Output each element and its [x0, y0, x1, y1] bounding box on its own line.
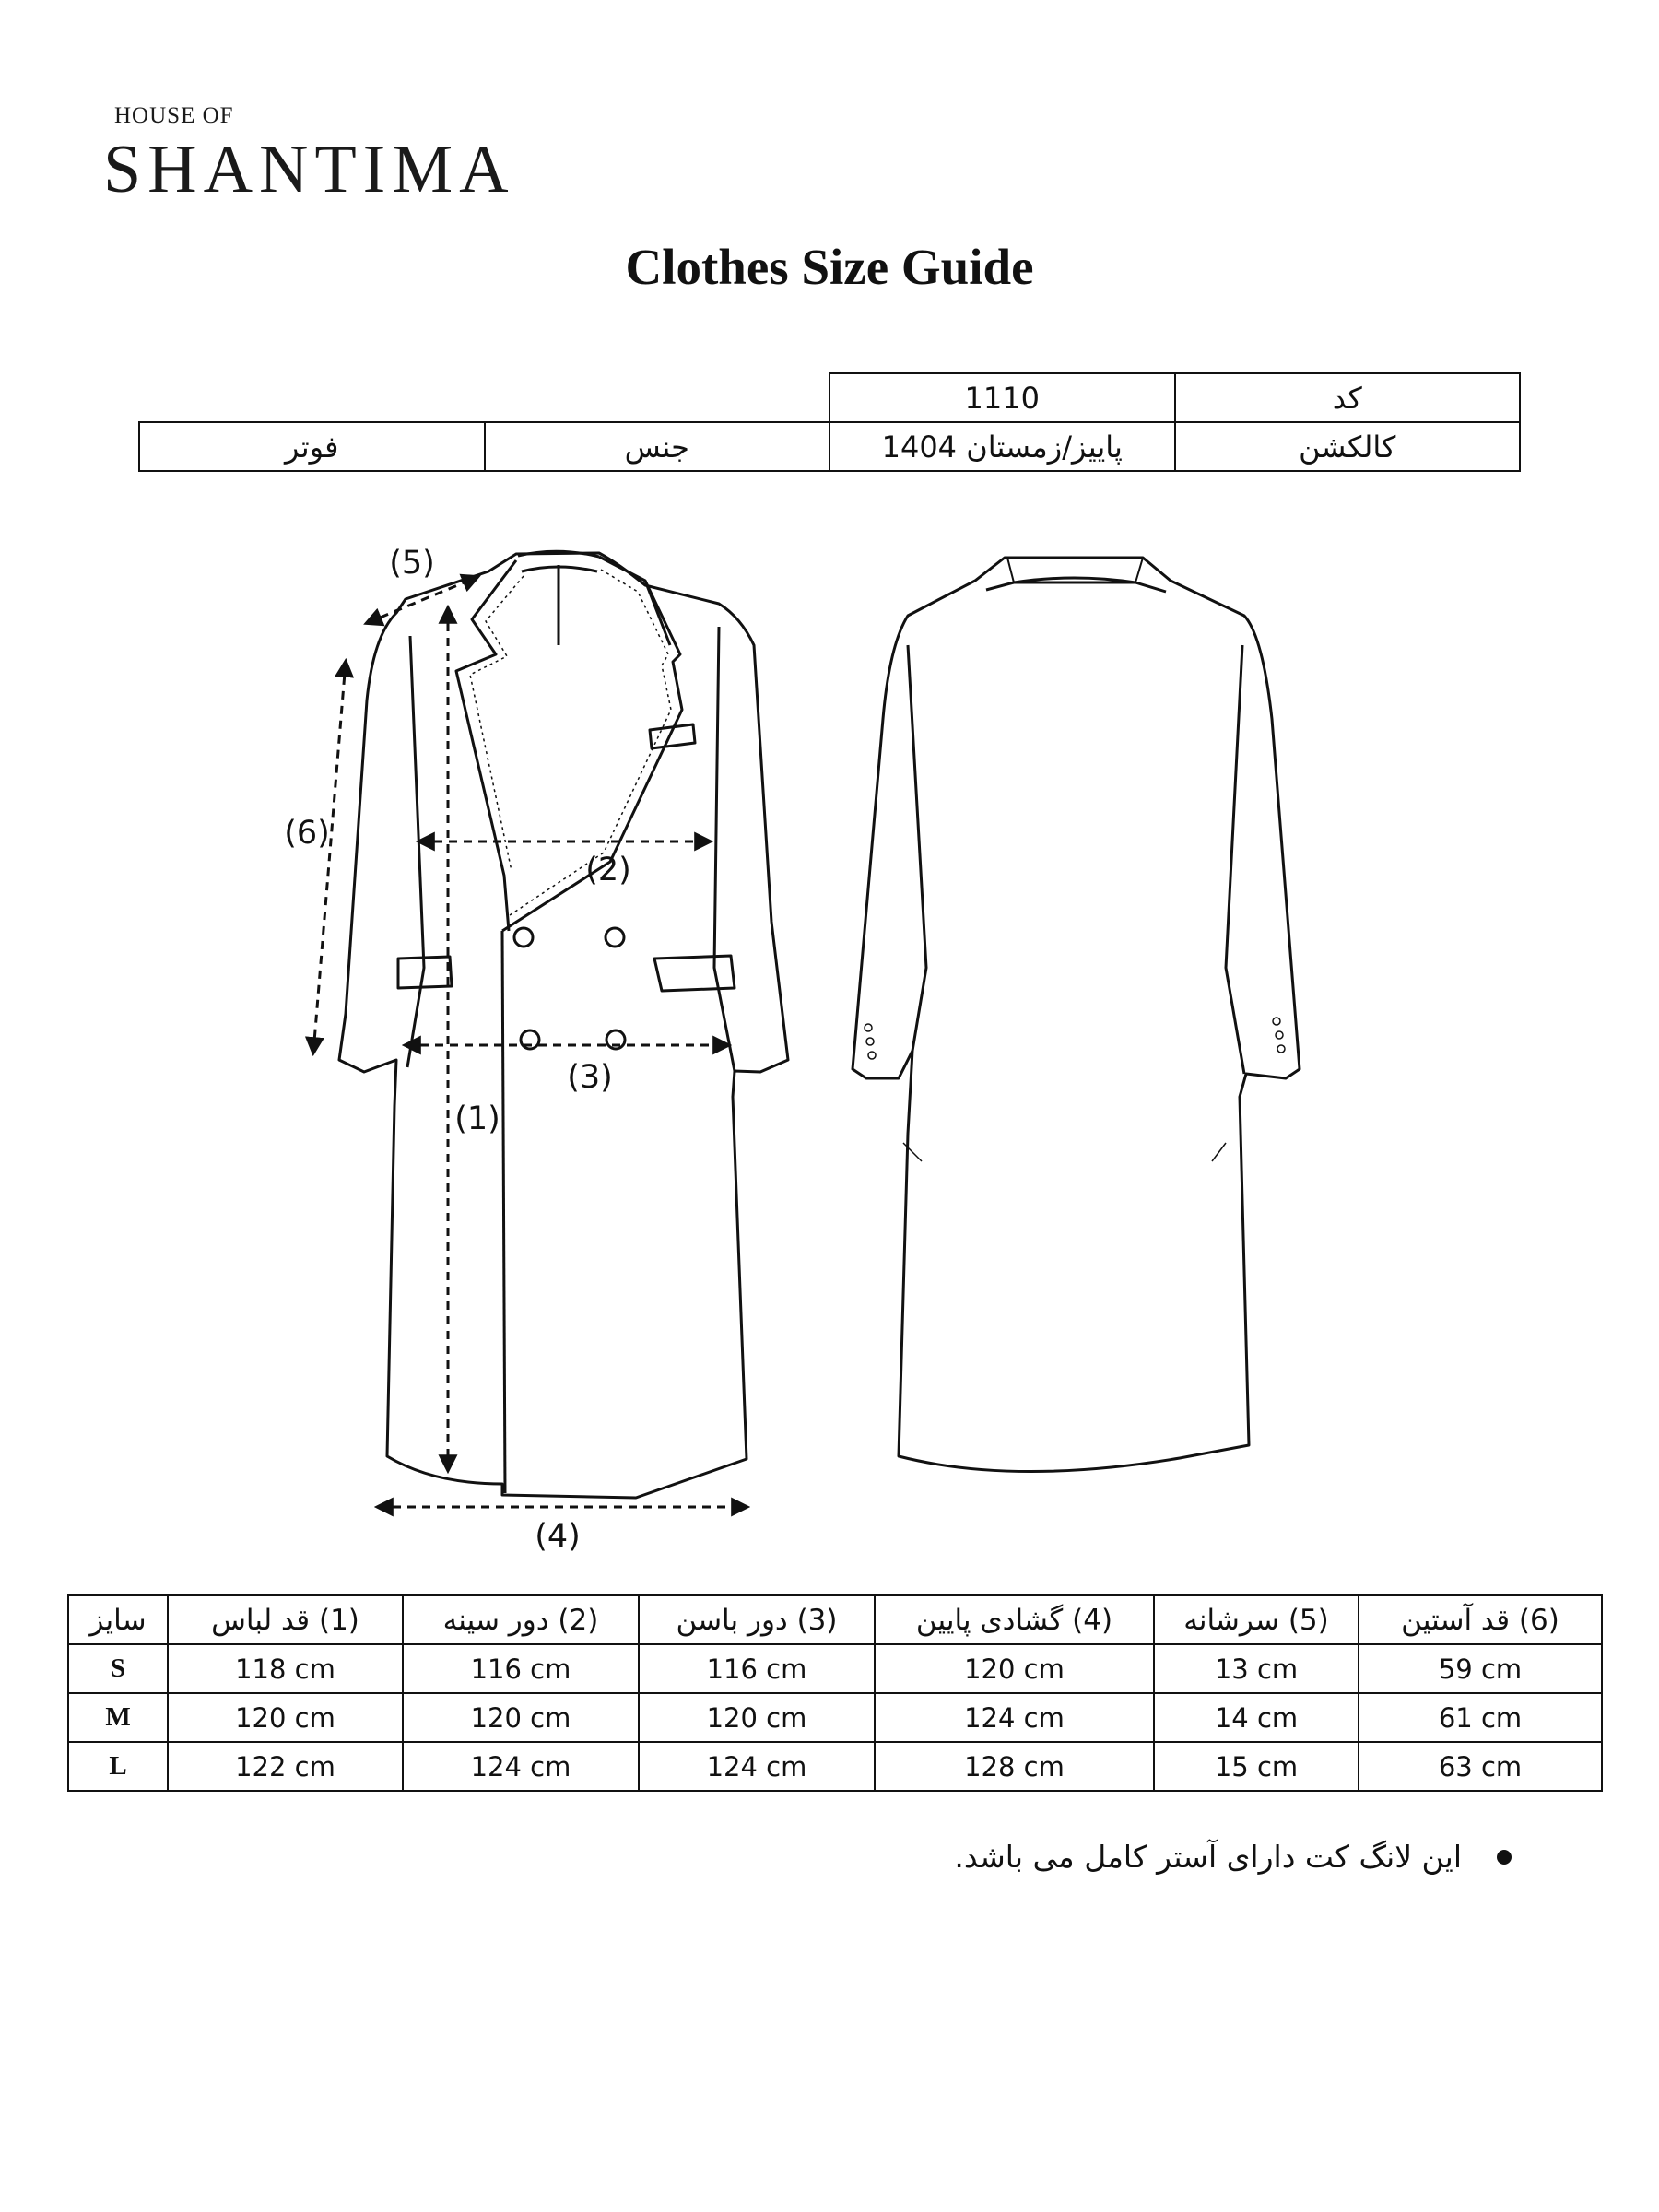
header-sleeve: (6) قد آستین: [1359, 1595, 1602, 1644]
size-cell: M: [68, 1693, 168, 1742]
hip-cell: 120 cm: [639, 1693, 875, 1742]
hip-cell: 124 cm: [639, 1742, 875, 1791]
chest-cell: 120 cm: [403, 1693, 639, 1742]
empty-cell: [485, 373, 830, 422]
header-hem: (4) گشادی پایین: [875, 1595, 1154, 1644]
header-length: (1) قد لباس: [168, 1595, 403, 1644]
table-row: [68, 1644, 1602, 1693]
shoulder-cell: 15 cm: [1154, 1742, 1359, 1791]
header-chest: (2) دور سینه: [403, 1595, 639, 1644]
code-label: کد: [1175, 373, 1521, 422]
length-cell: 122 cm: [168, 1742, 403, 1791]
empty-cell: [139, 373, 485, 422]
coat-front-view: [339, 551, 788, 1498]
length-cell: 118 cm: [168, 1644, 403, 1693]
sleeve-cell: 63 cm: [1359, 1742, 1602, 1791]
size-chart-header-row: [68, 1595, 1602, 1644]
brand-logo: [103, 103, 527, 205]
coat-illustration: [276, 525, 1382, 1567]
brand-top-text: HOUSE OF: [114, 103, 234, 128]
product-info-table: [138, 372, 1521, 472]
hip-label: (3): [567, 1059, 613, 1096]
hem-cell: 128 cm: [875, 1742, 1154, 1791]
coat-back-view: [853, 558, 1300, 1472]
header-hip: (3) دور باسن: [639, 1595, 875, 1644]
hip-cell: 116 cm: [639, 1644, 875, 1693]
code-row: [139, 373, 1520, 422]
bullet-icon: [1497, 1850, 1512, 1865]
collection-value: پاییز/زمستان 1404: [830, 422, 1175, 471]
note-text: این لانگ کت دارای آستر کامل می باشد.: [954, 1839, 1462, 1875]
measurement-arrows: [313, 577, 747, 1507]
table-row: [68, 1693, 1602, 1742]
brand-main-text: SHANTIMA: [103, 132, 515, 207]
shoulder-label: (5): [389, 545, 435, 582]
sleeve-label: (6): [284, 815, 330, 852]
shoulder-cell: 13 cm: [1154, 1644, 1359, 1693]
collection-label: کالکشن: [1175, 422, 1521, 471]
length-label: (1): [454, 1100, 500, 1137]
material-value: فوتر: [139, 422, 485, 471]
hem-label: (4): [535, 1518, 581, 1555]
size-cell: S: [68, 1644, 168, 1693]
sleeve-cell: 59 cm: [1359, 1644, 1602, 1693]
hem-cell: 124 cm: [875, 1693, 1154, 1742]
hem-cell: 120 cm: [875, 1644, 1154, 1693]
table-row: [68, 1742, 1602, 1791]
size-chart-table: [67, 1594, 1603, 1792]
sleeve-cell: 61 cm: [1359, 1693, 1602, 1742]
chest-cell: 116 cm: [403, 1644, 639, 1693]
page-title: Clothes Size Guide: [625, 239, 1034, 295]
length-cell: 120 cm: [168, 1693, 403, 1742]
chest-cell: 124 cm: [403, 1742, 639, 1791]
chest-label: (2): [585, 852, 631, 888]
notes-list: [954, 1839, 1512, 1875]
header-size: سایز: [68, 1595, 168, 1644]
sleeve-arrow: [313, 662, 346, 1053]
material-label: جنس: [485, 422, 830, 471]
size-cell: L: [68, 1742, 168, 1791]
code-value: 1110: [830, 373, 1175, 422]
collection-row: [139, 422, 1520, 471]
shoulder-cell: 14 cm: [1154, 1693, 1359, 1742]
header-shoulder: (5) سرشانه: [1154, 1595, 1359, 1644]
shoulder-arrow: [367, 577, 477, 623]
